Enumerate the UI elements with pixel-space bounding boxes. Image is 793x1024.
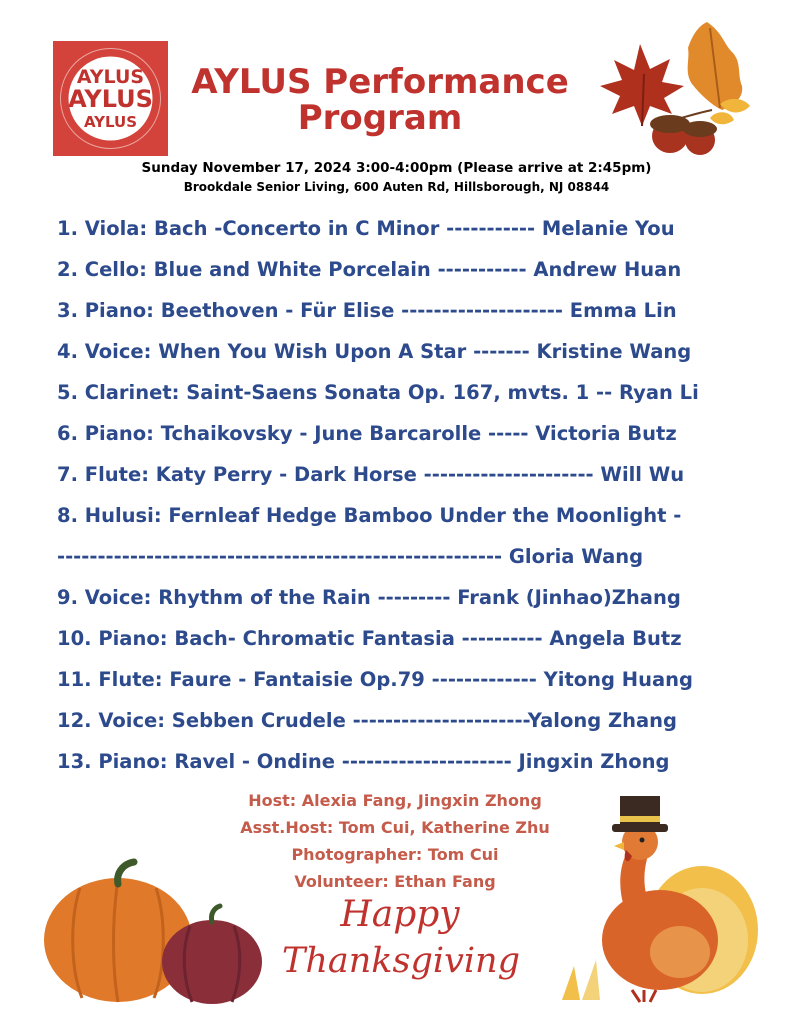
program-item: 1. Viola: Bach -Concerto in C Minor ----------- Melanie You	[57, 217, 675, 240]
program-item: 9. Voice: Rhythm of the Rain --------- Frank (Jinhao)Zhang	[57, 586, 681, 609]
program-item: 4. Voice: When You Wish Upon A Star ------- Kristine Wang	[57, 340, 692, 363]
page-title-line-2: Program	[297, 98, 463, 138]
program-list	[57, 208, 757, 782]
program-item-continuation: ------------------------------------------------------- Gloria Wang	[57, 545, 644, 568]
autumn-leaves-illustration	[592, 14, 752, 168]
turkey-illustration	[562, 790, 762, 1009]
credit-volunteer: Volunteer: Ethan Fang	[294, 872, 496, 891]
credit-host: Host: Alexia Fang, Jingxin Zhong	[248, 791, 542, 810]
program-item: 6. Piano: Tchaikovsky - June Barcarolle ----- Victoria Butz	[57, 422, 677, 445]
event-date: Sunday November 17, 2024 3:00-4:00pm (Please arrive at 2:45pm)	[141, 160, 652, 176]
program-item: 3. Piano: Beethoven - Für Elise -------------------- Emma Lin	[57, 299, 677, 322]
program-item: 13. Piano: Ravel - Ondine --------------------- Jingxin Zhong	[57, 750, 670, 773]
aylus-logo	[53, 41, 168, 156]
event-venue: Brookdale Senior Living, 600 Auten Rd, Hillsborough, NJ 08844	[183, 180, 610, 194]
logo-text-middle: AYLUS	[68, 85, 153, 113]
credit-asst-host: Asst.Host: Tom Cui, Katherine Zhu	[240, 818, 550, 837]
page-title-line-1: AYLUS Performance	[191, 62, 569, 102]
program-item: 7. Flute: Katy Perry - Dark Horse --------------------- Will Wu	[57, 463, 685, 486]
credit-photographer: Photographer: Tom Cui	[291, 845, 499, 864]
program-item: 2. Cello: Blue and White Porcelain ----------- Andrew Huan	[57, 258, 682, 281]
program-item: 12. Voice: Sebben Crudele ----------------------Yalong Zhang	[57, 709, 677, 732]
program-item: 11. Flute: Faure - Fantaisie Op.79 ------------- Yitong Huang	[57, 668, 693, 691]
program-item: 10. Piano: Bach- Chromatic Fantasia ---------- Angela Butz	[57, 627, 682, 650]
program-item: 5. Clarinet: Saint-Saens Sonata Op. 167, mvts. 1 -- Ryan Li	[57, 381, 699, 404]
logo-text-top: AYLUS	[76, 66, 145, 88]
logo-text-bottom: AYLUS	[83, 113, 138, 131]
greeting-thanksgiving: Thanksgiving	[282, 941, 520, 981]
pumpkins-illustration	[40, 858, 270, 1012]
greeting-happy: Happy	[340, 894, 460, 935]
program-item: 8. Hulusi: Fernleaf Hedge Bamboo Under the Moonlight -	[57, 504, 682, 527]
